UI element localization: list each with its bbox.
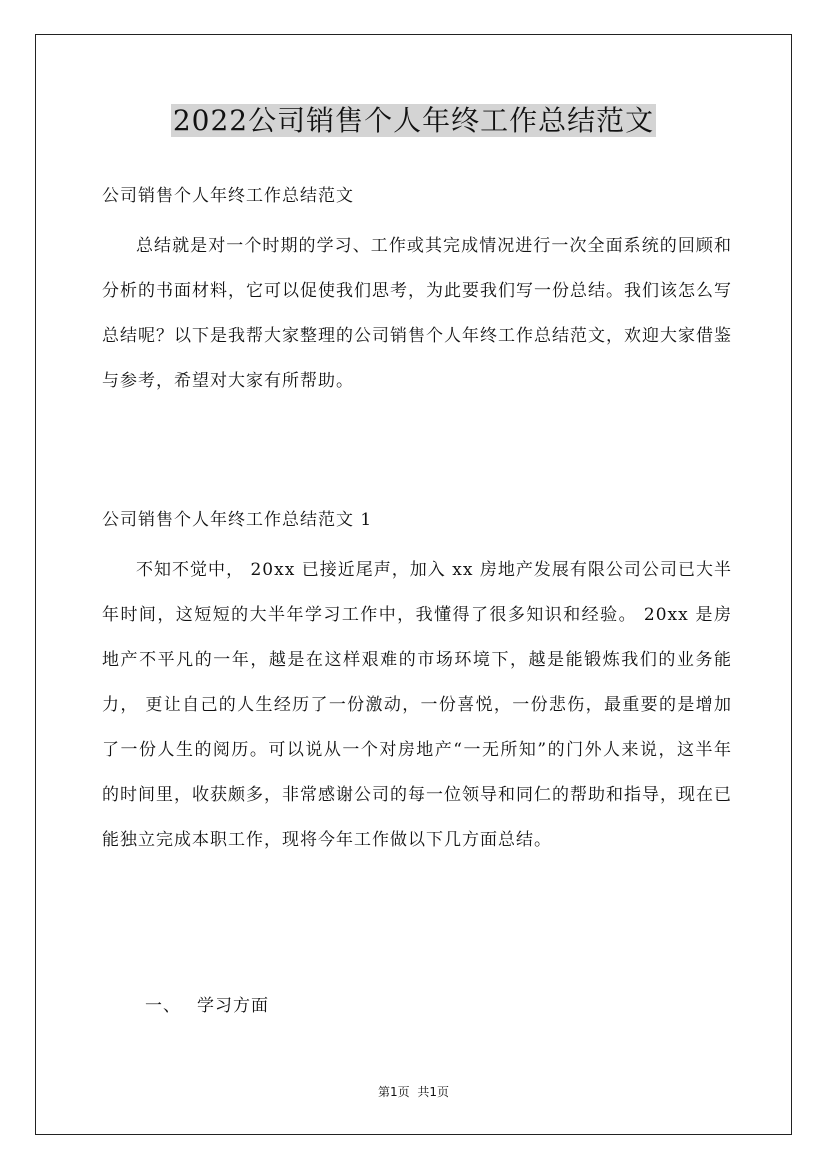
page-number-current: 第1页	[377, 1085, 410, 1099]
page-number-total: 共1页	[417, 1085, 450, 1099]
list-heading-number: 一、	[145, 996, 181, 1016]
list-heading-study	[102, 994, 775, 1018]
page-footer	[0, 1084, 827, 1100]
intro-paragraph: 总结就是对一个时期的学习、工作或其完成情况进行一次全面系统的回顾和分析的书面材料，它可以促使我们思考，为此要我们写一份总结。我们该怎么写总结呢？以下是我帮大家整理的公司销售个人年终工作总结范文，欢迎大家借鉴与参考，希望对大家有所帮助。	[102, 236, 732, 391]
intro-heading: 公司销售个人年终工作总结范文	[102, 186, 354, 206]
section-paragraph: 不知不觉中， 20xx 已接近尾声，加入 xx 房地产发展有限公司公司已大半年时间，这短短的大半年学习工作中，我懂得了很多知识和经验。 20xx 是房地产不平凡的一年，越是在这样艰难的市场环境下，越是能锻炼我们的业务能力， 更让自己的人生经历了一份激动，一份喜悦，一份悲伤，最重要的是增加了一份人生的阅历。可以说从一个对房地产“一无所知”的门外人来说，这半年的时间里，收获颇多，非常感谢公司的每一位领导和同仁的帮助和指导，现在已能独立完成本职工作，现将今年工作做以下几方面总结。	[102, 560, 732, 850]
list-heading-label: 学习方面	[197, 996, 269, 1016]
section-heading: 公司销售个人年终工作总结范文 1	[102, 510, 373, 530]
document-title-text: 2022公司销售个人年终工作总结范文	[172, 104, 655, 137]
document-title	[0, 103, 827, 139]
